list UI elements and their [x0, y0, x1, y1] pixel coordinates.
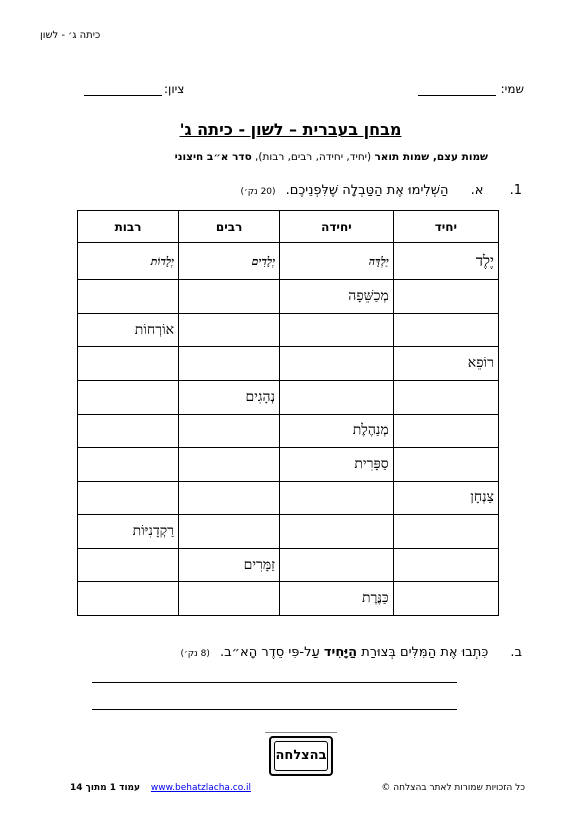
- answer-cell[interactable]: [393, 380, 498, 414]
- site-link[interactable]: www.behatzlacha.co.il: [150, 783, 251, 793]
- answer-cell[interactable]: [78, 582, 179, 616]
- question-text: הַשְׁלִימוּ אֶת הַטַּבְלָה שֶׁלִּפְנֵיכֶם.: [285, 183, 449, 198]
- answer-cell[interactable]: נְהָגִים: [179, 380, 280, 414]
- subtitle-bold-end: סדר א״ב חיצוני: [174, 151, 252, 163]
- subtitle-light: (יחיד, יחידה, רבים, רבות),: [251, 151, 375, 163]
- answer-cell[interactable]: [393, 548, 498, 582]
- table-row: [78, 448, 499, 482]
- answer-cell[interactable]: רַקְדָנִיּוֹת: [78, 515, 179, 549]
- table-row: [78, 414, 499, 448]
- answer-cell[interactable]: [179, 347, 280, 381]
- table-row: [78, 280, 499, 314]
- answer-cell[interactable]: [78, 347, 179, 381]
- answer-cell[interactable]: [78, 548, 179, 582]
- answer-cell[interactable]: [78, 380, 179, 414]
- table-row: [78, 313, 499, 347]
- header-singular-m: יחיד: [393, 211, 498, 243]
- answer-line-1[interactable]: [92, 682, 457, 683]
- question-letter: ב.: [510, 645, 522, 660]
- answer-line-2[interactable]: [92, 709, 457, 710]
- table-row: [78, 481, 499, 515]
- answer-cell[interactable]: אוֹרְחוֹת: [78, 313, 179, 347]
- answer-cell[interactable]: [179, 313, 280, 347]
- table-row: [78, 347, 499, 381]
- answer-cell[interactable]: [280, 481, 394, 515]
- answer-cell[interactable]: [78, 280, 179, 314]
- grade-field-line[interactable]: [84, 95, 162, 96]
- table-row: [78, 548, 499, 582]
- table-header-row: [78, 211, 499, 243]
- answer-cell[interactable]: [78, 448, 179, 482]
- question-number: 1.: [509, 183, 522, 198]
- header-plural-f: רבות: [78, 211, 179, 243]
- logo: [269, 736, 333, 776]
- answer-cell[interactable]: [179, 280, 280, 314]
- header-plural-m: רבים: [179, 211, 280, 243]
- answer-cell[interactable]: [393, 582, 498, 616]
- answer-cell[interactable]: [78, 414, 179, 448]
- name-field-line[interactable]: [418, 95, 496, 96]
- example-cell: יְלָדוֹת: [78, 243, 179, 280]
- grade-label: ציון:: [164, 82, 185, 96]
- example-row: [78, 243, 499, 280]
- page-number: עמוד 1 מתוך 14: [70, 783, 141, 793]
- answer-cell[interactable]: רוֹפֵא: [393, 347, 498, 381]
- answer-cell[interactable]: [179, 448, 280, 482]
- example-cell: יְלָדִים: [179, 243, 280, 280]
- answer-cell[interactable]: [179, 481, 280, 515]
- answer-cell[interactable]: [393, 414, 498, 448]
- answer-cell[interactable]: [179, 515, 280, 549]
- answer-cell[interactable]: כַּנֶּרֶת: [280, 582, 394, 616]
- table-row: [78, 515, 499, 549]
- table-row: [78, 582, 499, 616]
- subtitle-bold-start: שמות עצם, שמות תואר: [374, 151, 488, 163]
- answer-cell[interactable]: [393, 313, 498, 347]
- answer-cell[interactable]: [280, 515, 394, 549]
- question-points: (20 נק׳): [240, 187, 276, 197]
- footer-copyright: כל הזכויות שמורות לאתר בהצלחה ©: [381, 783, 525, 793]
- logo-text: בהצלחה: [274, 741, 328, 771]
- name-label: שמי:: [500, 82, 524, 96]
- answer-cell[interactable]: מְכַשֵּׁפָה: [280, 280, 394, 314]
- page-title-text: מבחן בעברית – לשון - כיתה ג': [179, 120, 402, 139]
- answer-cell[interactable]: [179, 582, 280, 616]
- question-letter: א.: [470, 183, 484, 198]
- noun-table: [77, 210, 499, 616]
- answer-cell[interactable]: זַמָּרִים: [179, 548, 280, 582]
- answer-cell[interactable]: צַנְחָן: [393, 481, 498, 515]
- question-2: [100, 645, 522, 660]
- answer-cell[interactable]: מְנַהֶלֶת: [280, 414, 394, 448]
- page-title: [0, 120, 581, 139]
- example-cell: יַלְדָּה: [280, 243, 394, 280]
- question-1: [160, 183, 522, 198]
- answer-cell[interactable]: [179, 414, 280, 448]
- example-cell: יֶלֶד: [393, 243, 498, 280]
- header-note: כיתה ג׳ - לשון: [40, 30, 101, 41]
- question-text-start: כִּתְבוּ אֶת הַמִּלִּים בְּצוּרַת: [357, 645, 489, 660]
- header-singular-f: יחידה: [280, 211, 394, 243]
- footer-left: [70, 783, 280, 793]
- answer-cell[interactable]: [393, 448, 498, 482]
- name-grade-row: [84, 82, 524, 100]
- question-text-end: עַל-פִּי סֵדֶר הָא״ב.: [220, 645, 324, 660]
- logo-swoosh: [265, 732, 337, 737]
- answer-cell[interactable]: [280, 548, 394, 582]
- answer-cell[interactable]: [280, 347, 394, 381]
- answer-cell[interactable]: [393, 515, 498, 549]
- answer-cell[interactable]: [280, 313, 394, 347]
- table-row: [78, 380, 499, 414]
- question-text-bold: הַיָּחִיד: [323, 645, 358, 660]
- answer-cell[interactable]: [78, 481, 179, 515]
- answer-cell[interactable]: סַפָּרִית: [280, 448, 394, 482]
- subtitle: [110, 151, 488, 163]
- answer-cell[interactable]: [280, 380, 394, 414]
- question-points: (8 נק׳): [180, 649, 210, 659]
- answer-cell[interactable]: [393, 280, 498, 314]
